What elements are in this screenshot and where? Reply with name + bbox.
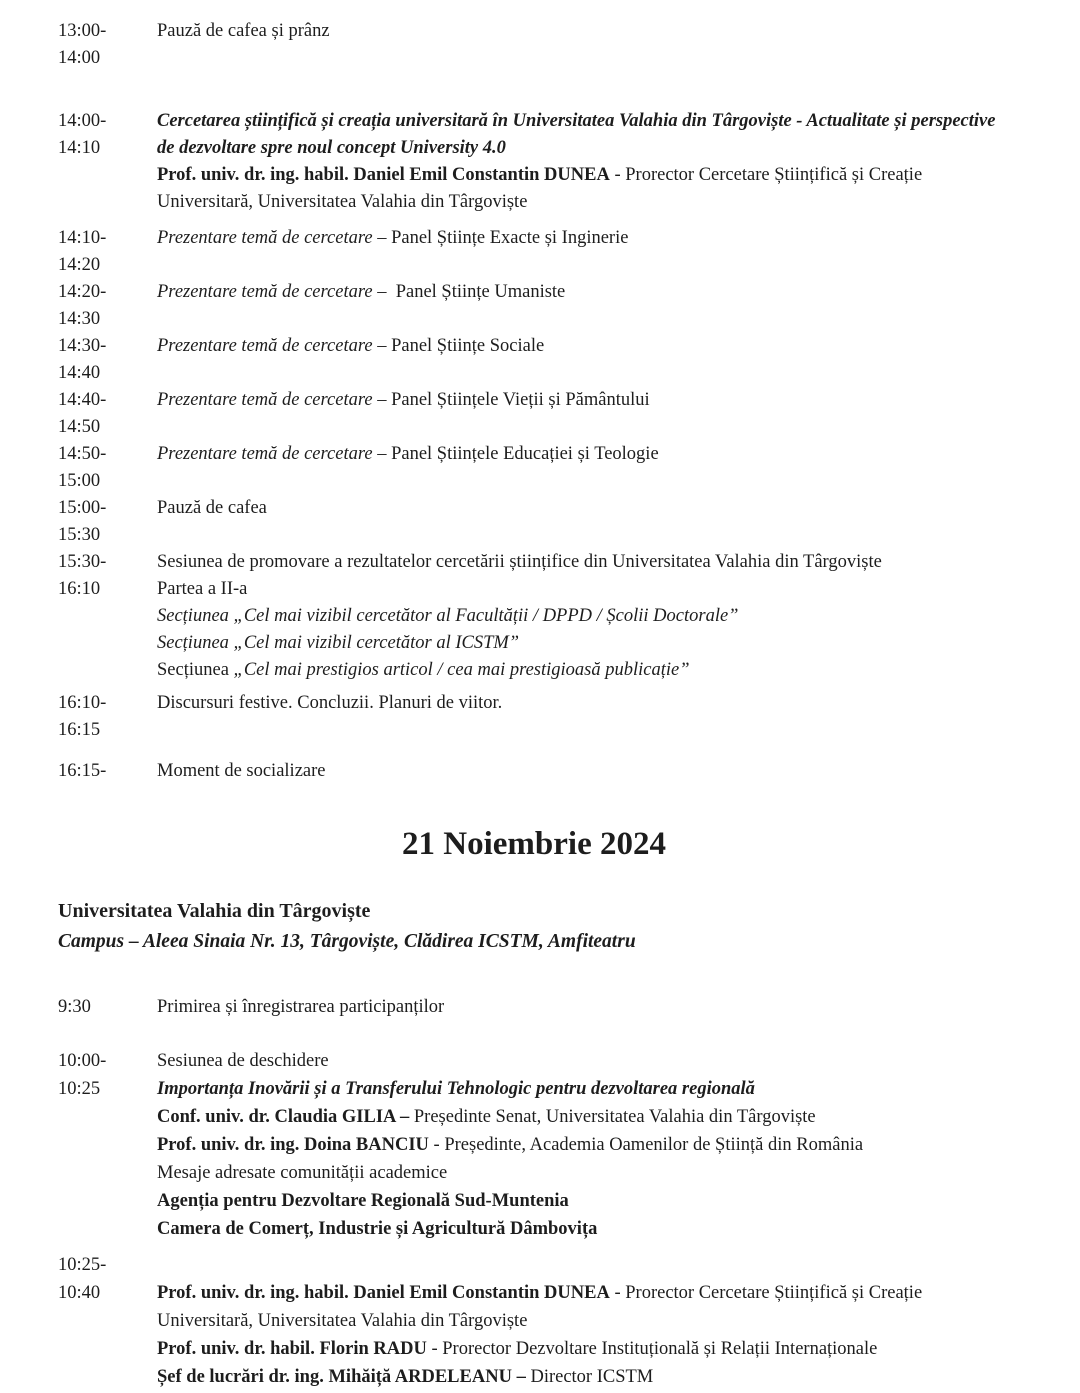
- event-line: [157, 279, 1010, 306]
- schedule-row: [58, 495, 1010, 549]
- time-value: 14:20: [58, 255, 101, 275]
- time-range: [58, 690, 157, 744]
- event-text-segment: Panel Științe Exacte și Inginerie: [386, 228, 629, 248]
- event-content: [157, 333, 1010, 360]
- event-text-segment: Moment de socializare: [157, 761, 326, 781]
- time-range: [58, 279, 157, 333]
- event-line: [157, 1131, 1010, 1159]
- event-text-segment: Prof. univ. dr. ing. habil. Daniel Emil Constantin DUNEA: [157, 165, 610, 185]
- schedule-row: [58, 441, 1010, 495]
- event-line: [157, 1363, 1010, 1391]
- time-value: 15:00: [58, 471, 101, 491]
- time-range: [58, 758, 157, 785]
- time-value: 16:10-: [58, 693, 107, 713]
- time-range: [58, 1251, 157, 1307]
- schedule-row: [58, 993, 1010, 1021]
- event-text-segment: Prezentare temă de cercetare –: [157, 228, 387, 248]
- event-content: [157, 1047, 1010, 1243]
- event-text-segment: „Cel mai prestigios articol / cea mai prestigioasă publicație”: [233, 660, 690, 680]
- time-range: [58, 225, 157, 279]
- event-text-segment: Panel Științe Sociale: [386, 336, 545, 356]
- time-range: [58, 108, 157, 162]
- time-value: 14:50: [58, 417, 101, 437]
- schedule-row: [58, 108, 1010, 216]
- event-content: [157, 387, 1010, 414]
- schedule-row: [58, 18, 1010, 72]
- event-line: [157, 758, 1010, 785]
- event-line: [157, 1335, 1010, 1363]
- event-content: [157, 549, 1010, 684]
- event-line: [157, 1187, 1010, 1215]
- event-content: [157, 758, 1010, 785]
- event-content: [157, 690, 1010, 717]
- schedule-day2: [58, 993, 1010, 1391]
- event-line: [157, 549, 1010, 576]
- event-text-segment: Primirea și înregistrarea participanților: [157, 997, 445, 1017]
- time-value: 14:30-: [58, 336, 107, 356]
- schedule-row: [58, 549, 1010, 684]
- schedule-row: [58, 225, 1010, 279]
- time-value: 14:10-: [58, 228, 107, 248]
- time-value: 15:30-: [58, 552, 107, 572]
- event-text-segment: - Prorector Cercetare Științifică și Creație Universitară, Universitatea Valahia din Târgoviște: [157, 1283, 927, 1331]
- event-content: [157, 993, 1010, 1021]
- schedule-day1: [58, 18, 1010, 785]
- time-range: [58, 549, 157, 603]
- event-text-segment: Prezentare temă de cercetare –: [157, 444, 387, 464]
- schedule-row: [58, 1047, 1010, 1243]
- event-line: [157, 630, 1010, 657]
- time-range: [58, 495, 157, 549]
- event-text-segment: Importanța Inovării și a Transferului Tehnologic pentru dezvoltarea regională: [157, 1079, 755, 1099]
- time-value: 14:40: [58, 363, 101, 383]
- event-text-segment: Pauză de cafea și prânz: [157, 21, 330, 41]
- time-value: 15:00-: [58, 498, 107, 518]
- time-value: 14:10: [58, 138, 101, 158]
- venue-name: Universitatea Valahia din Târgoviște: [58, 900, 371, 922]
- time-value: 10:25: [58, 1079, 101, 1099]
- event-content: [157, 18, 1010, 45]
- time-range: [58, 387, 157, 441]
- event-content: [157, 279, 1010, 306]
- event-text-segment: Panel Științe Umaniste: [386, 282, 566, 302]
- event-line: [157, 603, 1010, 630]
- time-range: [58, 333, 157, 387]
- time-range: [58, 993, 157, 1021]
- time-value: 14:00: [58, 48, 101, 68]
- event-line: [157, 1103, 1010, 1131]
- event-text-segment: Cercetarea științifică și creația universitară în Universitatea Valahia din Târgoviște - Actualitate și perspective de dezvoltare spre noul concept University 4.0: [157, 111, 1001, 158]
- event-text-segment: Secțiunea „Cel mai vizibil cercetător al ICSTM”: [157, 633, 520, 653]
- event-text-segment: Prof. univ. dr. ing. Doina BANCIU: [157, 1135, 429, 1155]
- event-text-segment: Panel Științele Vieții și Pământului: [386, 390, 650, 410]
- event-text-segment: Secțiunea „Cel mai vizibil cercetător al Facultății / DPPD / Școlii Doctorale”: [157, 606, 739, 626]
- event-text-segment: Camera de Comerț, Industrie și Agricultură Dâmbovița: [157, 1219, 598, 1239]
- event-line: [157, 225, 1010, 252]
- event-text-segment: Prof. univ. dr. ing. habil. Daniel Emil Constantin DUNEA: [157, 1283, 610, 1303]
- schedule-row: [58, 758, 1010, 785]
- schedule-row: [58, 279, 1010, 333]
- venue-block: [58, 897, 1010, 956]
- schedule-row: [58, 690, 1010, 744]
- event-text-segment: Prezentare temă de cercetare –: [157, 336, 387, 356]
- event-content: [157, 225, 1010, 252]
- event-text-segment: Panel Științele Educației și Teologie: [386, 444, 659, 464]
- event-text-segment: Pauză de cafea: [157, 498, 267, 518]
- event-content: [157, 495, 1010, 522]
- time-value: 14:40-: [58, 390, 107, 410]
- time-value: 10:40: [58, 1283, 101, 1303]
- time-value: 16:10: [58, 579, 101, 599]
- event-text-segment: Prof. univ. dr. habil. Florin RADU: [157, 1339, 427, 1359]
- event-text-segment: Agenția pentru Dezvoltare Regională Sud-Muntenia: [157, 1191, 569, 1211]
- event-text-segment: Șef de lucrări dr. ing. Mihăiță ARDELEANU –: [157, 1367, 526, 1387]
- day2-heading: 21 Noiembrie 2024: [402, 826, 666, 862]
- time-value: 16:15-: [58, 761, 107, 781]
- event-line: [157, 162, 1010, 216]
- event-text-segment: Partea a II-a: [157, 579, 248, 599]
- event-line: [157, 993, 1010, 1021]
- event-content: [157, 1251, 1010, 1391]
- schedule-row: [58, 387, 1010, 441]
- time-value: 14:50-: [58, 444, 107, 464]
- time-range: [58, 1047, 157, 1103]
- event-line: [157, 1159, 1010, 1187]
- time-range: [58, 441, 157, 495]
- event-text-segment: Conf. univ. dr. Claudia GILIA –: [157, 1107, 410, 1127]
- venue-address: Campus – Aleea Sinaia Nr. 13, Târgoviște, Clădirea ICSTM, Amfiteatru: [58, 931, 636, 952]
- event-line: [157, 1047, 1010, 1075]
- event-line: [157, 441, 1010, 468]
- event-line: [157, 1215, 1010, 1243]
- event-line: [157, 576, 1010, 603]
- time-value: 15:30: [58, 525, 101, 545]
- event-line: [157, 1075, 1010, 1103]
- event-text-segment: Sesiunea de promovare a rezultatelor cercetării științifice din Universitatea Valahia din Târgoviște: [157, 552, 882, 572]
- time-value: 10:25-: [58, 1255, 107, 1275]
- schedule-row: [58, 333, 1010, 387]
- event-text-segment: - Președinte, Academia Oamenilor de Știință din România: [428, 1135, 864, 1155]
- event-text-segment: - Prorector Dezvoltare Instituțională și Relații Internaționale: [426, 1339, 878, 1359]
- event-text-segment: Discursuri festive. Concluzii. Planuri de viitor.: [157, 693, 503, 713]
- event-content: [157, 441, 1010, 468]
- event-text-segment: Sesiunea de deschidere: [157, 1051, 329, 1071]
- event-line: [157, 108, 1010, 162]
- time-value: 10:00-: [58, 1051, 107, 1071]
- event-line: [157, 1279, 1010, 1335]
- event-text-segment: Director ICSTM: [525, 1367, 654, 1387]
- event-text-segment: Președinte Senat, Universitatea Valahia din Târgoviște: [409, 1107, 816, 1127]
- time-value: 9:30: [58, 997, 91, 1017]
- time-range: [58, 18, 157, 72]
- time-value: 16:15: [58, 720, 101, 740]
- time-value: 14:00-: [58, 111, 107, 131]
- event-line: [157, 387, 1010, 414]
- event-line: [157, 495, 1010, 522]
- time-value: 14:30: [58, 309, 101, 329]
- event-text-segment: Mesaje adresate comunității academice: [157, 1163, 448, 1183]
- schedule-row: [58, 1251, 1010, 1391]
- time-value: 13:00-: [58, 21, 107, 41]
- event-text-segment: Prezentare temă de cercetare –: [157, 390, 387, 410]
- event-line: [157, 18, 1010, 45]
- event-line: [157, 333, 1010, 360]
- event-text-segment: Secțiunea: [157, 660, 234, 680]
- event-line: [157, 657, 1010, 684]
- event-text-segment: - Prorector Cercetare Științifică și Creație Universitară, Universitatea Valahia din Târgoviște: [157, 165, 927, 212]
- event-text-segment: Prezentare temă de cercetare –: [157, 282, 387, 302]
- event-content: [157, 108, 1010, 216]
- event-line: [157, 690, 1010, 717]
- time-value: 14:20-: [58, 282, 107, 302]
